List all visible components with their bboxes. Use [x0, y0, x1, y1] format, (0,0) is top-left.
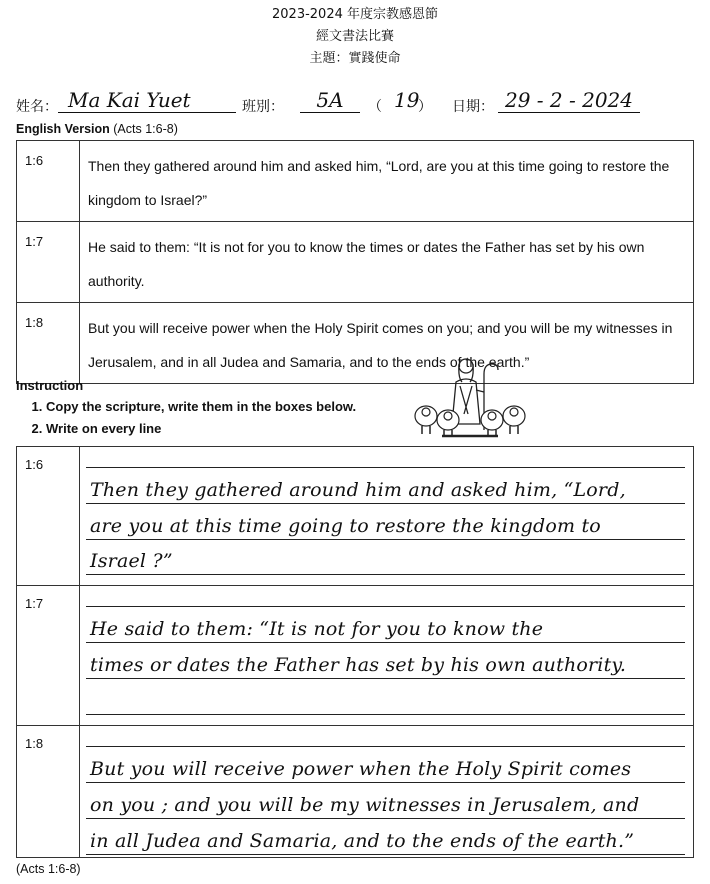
handwriting-box[interactable]: [80, 726, 694, 858]
table-row: [17, 447, 694, 586]
verse-text: He said to them: “It is not for you to know the times or dates the Father has set by his own authority.: [80, 222, 694, 303]
table-row: [17, 726, 694, 858]
writing-line: [86, 607, 685, 643]
handwritten-text: Israel ?”: [90, 550, 173, 572]
handwritten-text: are you at this time going to restore the kingdom to: [90, 515, 601, 537]
handwriting-box[interactable]: [80, 447, 694, 586]
writing-line: [86, 540, 685, 575]
verse-text: Then they gathered around him and asked him, “Lord, are you at this time going to restore the kingdom to Israel?”: [80, 141, 694, 222]
handwritten-text: on you ; and you will be my witnesses in Jerusalem, and: [90, 794, 640, 816]
theme-title: 主題：實踐使命: [309, 51, 401, 66]
date-field[interactable]: 29 - 2 - 2024: [498, 88, 640, 113]
writing-line: [86, 783, 685, 819]
number-open: （: [368, 99, 382, 115]
writing-line: [86, 468, 685, 504]
event-title: 2023-2024 年度宗教感恩節: [272, 7, 438, 22]
instructions: [16, 376, 356, 440]
handwritten-text: Then they gathered around him and asked him, “Lord,: [90, 479, 626, 501]
handwritten-text: But you will receive power when the Holy Spirit comes: [90, 758, 632, 780]
verse-ref: 1:8: [17, 726, 80, 858]
competition-title: 經文書法比賽: [315, 29, 394, 44]
handwriting-box[interactable]: [80, 586, 694, 726]
instruction-list: [16, 396, 356, 440]
verse-ref: 1:7: [17, 586, 80, 726]
name-field[interactable]: Ma Kai Yuet: [58, 88, 236, 113]
verse-ref: 1:6: [17, 141, 80, 222]
name-label: 姓名：: [16, 99, 58, 115]
verse-ref: 1:7: [17, 222, 80, 303]
class-label: 班別：: [242, 99, 284, 115]
writing-line: [86, 747, 685, 783]
table-row: [17, 141, 694, 222]
writing-line: [86, 679, 685, 715]
verse-ref: 1:6: [17, 447, 80, 586]
instruction-title: Instruction: [16, 378, 84, 393]
scripture-table: [16, 140, 694, 384]
writing-line: [86, 447, 685, 468]
writing-line: [86, 643, 685, 679]
writing-line: [86, 726, 685, 747]
english-version-heading: [16, 122, 178, 136]
writing-line: [86, 586, 685, 607]
handwriting-table: [16, 446, 694, 858]
writing-line: [86, 504, 685, 540]
number-close: ）: [418, 99, 432, 115]
table-row: [17, 303, 694, 384]
verse-text: But you will receive power when the Holy Spirit comes on you; and you will be my witnesses in Jerusalem, and in all Judea and Samaria, and to the ends of the earth.”: [80, 303, 694, 384]
footer-reference: (Acts 1:6-8): [16, 862, 81, 876]
handwritten-text: He said to them: “It is not for you to know the: [90, 618, 544, 640]
number-field[interactable]: 19: [394, 88, 420, 112]
instruction-item: 1. Copy the scripture, write them in the boxes below.: [46, 396, 356, 418]
shepherd-with-sheep-illustration: [412, 352, 528, 438]
verse-ref: 1:8: [17, 303, 80, 384]
table-row: [17, 586, 694, 726]
writing-line: [86, 819, 685, 855]
instruction-item: 2. Write on every line: [46, 418, 356, 440]
page-header: [0, 4, 710, 70]
class-field[interactable]: 5A: [300, 88, 360, 113]
handwritten-text: times or dates the Father has set by his own authority.: [90, 654, 627, 676]
handwritten-text: in all Judea and Samaria, and to the ends of the earth.”: [90, 830, 635, 852]
english-version-label: English Version: [16, 122, 110, 136]
date-label: 日期：: [452, 99, 494, 115]
english-version-ref: (Acts 1:6-8): [113, 122, 178, 136]
table-row: [17, 222, 694, 303]
student-info-row: [16, 88, 706, 122]
